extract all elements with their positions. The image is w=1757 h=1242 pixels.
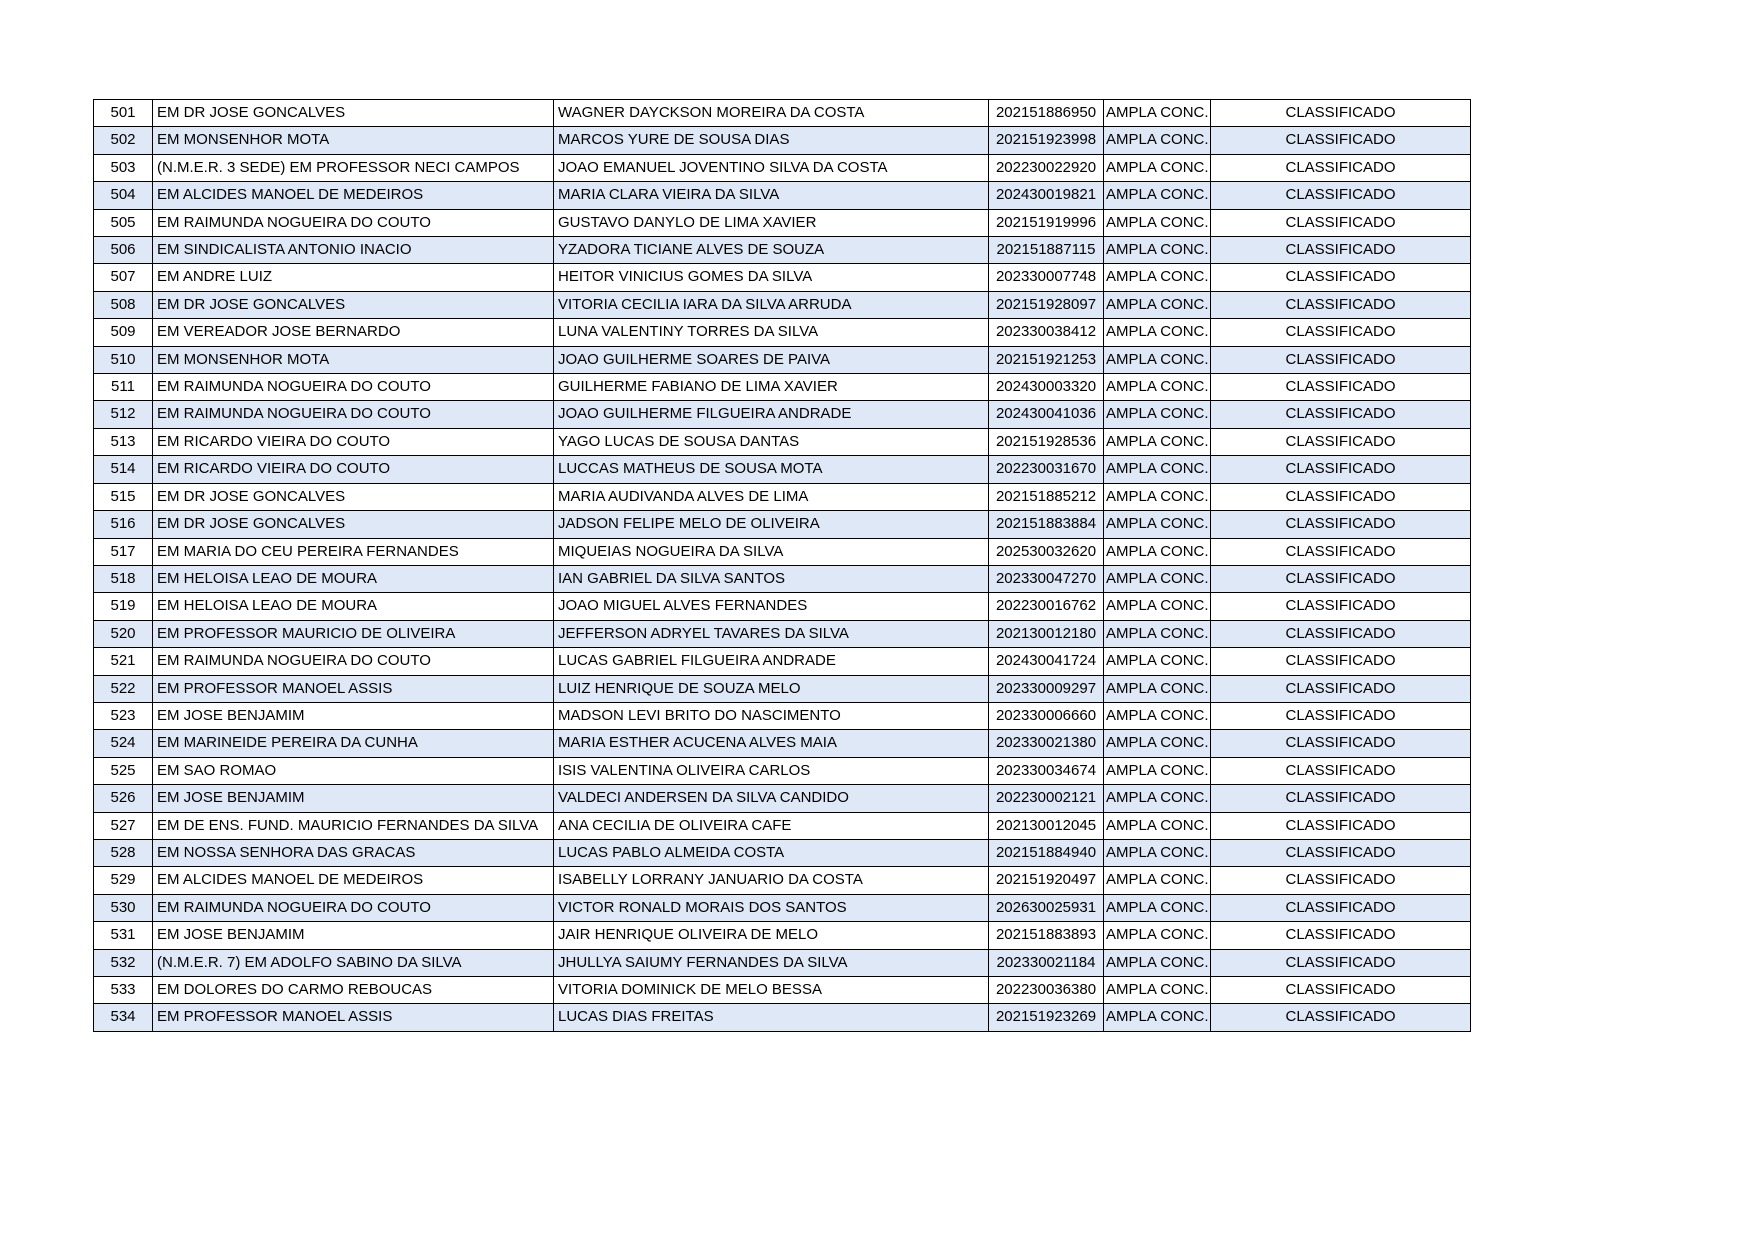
school-cell: EM RAIMUNDA NOGUEIRA DO COUTO bbox=[153, 648, 554, 675]
result-cell: CLASSIFICADO bbox=[1211, 949, 1471, 976]
result-cell: CLASSIFICADO bbox=[1211, 346, 1471, 373]
enrollment-cell: 202151886950 bbox=[989, 100, 1104, 127]
candidate-cell: HEITOR VINICIUS GOMES DA SILVA bbox=[554, 264, 989, 291]
school-cell: EM MARIA DO CEU PEREIRA FERNANDES bbox=[153, 538, 554, 565]
school-cell: EM DR JOSE GONCALVES bbox=[153, 511, 554, 538]
result-cell: CLASSIFICADO bbox=[1211, 182, 1471, 209]
result-cell: CLASSIFICADO bbox=[1211, 675, 1471, 702]
school-cell: EM RICARDO VIEIRA DO COUTO bbox=[153, 428, 554, 455]
result-cell: CLASSIFICADO bbox=[1211, 264, 1471, 291]
candidate-cell: JHULLYA SAIUMY FERNANDES DA SILVA bbox=[554, 949, 989, 976]
candidate-cell: LUNA VALENTINY TORRES DA SILVA bbox=[554, 319, 989, 346]
result-cell: CLASSIFICADO bbox=[1211, 291, 1471, 318]
school-cell: EM RICARDO VIEIRA DO COUTO bbox=[153, 456, 554, 483]
competition-cell: AMPLA CONC. bbox=[1104, 785, 1211, 812]
table-row bbox=[94, 867, 1471, 894]
table-row bbox=[94, 648, 1471, 675]
result-cell: CLASSIFICADO bbox=[1211, 977, 1471, 1004]
candidate-cell: ISIS VALENTINA OLIVEIRA CARLOS bbox=[554, 757, 989, 784]
enrollment-cell: 202430041036 bbox=[989, 401, 1104, 428]
table-row bbox=[94, 264, 1471, 291]
school-cell: EM HELOISA LEAO DE MOURA bbox=[153, 565, 554, 592]
enrollment-cell: 202151921253 bbox=[989, 346, 1104, 373]
rank-cell: 509 bbox=[94, 319, 153, 346]
result-cell: CLASSIFICADO bbox=[1211, 100, 1471, 127]
candidate-cell: JADSON FELIPE MELO DE OLIVEIRA bbox=[554, 511, 989, 538]
table-row bbox=[94, 757, 1471, 784]
competition-cell: AMPLA CONC. bbox=[1104, 100, 1211, 127]
competition-cell: AMPLA CONC. bbox=[1104, 949, 1211, 976]
enrollment-cell: 202151885212 bbox=[989, 483, 1104, 510]
enrollment-cell: 202330021184 bbox=[989, 949, 1104, 976]
enrollment-cell: 202430019821 bbox=[989, 182, 1104, 209]
school-cell: EM ALCIDES MANOEL DE MEDEIROS bbox=[153, 182, 554, 209]
competition-cell: AMPLA CONC. bbox=[1104, 757, 1211, 784]
competition-cell: AMPLA CONC. bbox=[1104, 374, 1211, 401]
table-row bbox=[94, 839, 1471, 866]
school-cell: EM MONSENHOR MOTA bbox=[153, 346, 554, 373]
table-row bbox=[94, 949, 1471, 976]
school-cell: EM HELOISA LEAO DE MOURA bbox=[153, 593, 554, 620]
rank-cell: 515 bbox=[94, 483, 153, 510]
result-cell: CLASSIFICADO bbox=[1211, 511, 1471, 538]
candidate-cell: MARIA CLARA VIEIRA DA SILVA bbox=[554, 182, 989, 209]
competition-cell: AMPLA CONC. bbox=[1104, 154, 1211, 181]
school-cell: EM NOSSA SENHORA DAS GRACAS bbox=[153, 839, 554, 866]
candidate-cell: LUCAS DIAS FREITAS bbox=[554, 1004, 989, 1031]
table-row bbox=[94, 237, 1471, 264]
competition-cell: AMPLA CONC. bbox=[1104, 428, 1211, 455]
candidate-cell: VITORIA DOMINICK DE MELO BESSA bbox=[554, 977, 989, 1004]
rank-cell: 508 bbox=[94, 291, 153, 318]
result-cell: CLASSIFICADO bbox=[1211, 1004, 1471, 1031]
enrollment-cell: 202151883893 bbox=[989, 922, 1104, 949]
candidate-cell: YAGO LUCAS DE SOUSA DANTAS bbox=[554, 428, 989, 455]
table-row bbox=[94, 291, 1471, 318]
competition-cell: AMPLA CONC. bbox=[1104, 593, 1211, 620]
candidate-cell: GUSTAVO DANYLO DE LIMA XAVIER bbox=[554, 209, 989, 236]
enrollment-cell: 202430041724 bbox=[989, 648, 1104, 675]
school-cell: EM MONSENHOR MOTA bbox=[153, 127, 554, 154]
school-cell: EM JOSE BENJAMIM bbox=[153, 702, 554, 729]
competition-cell: AMPLA CONC. bbox=[1104, 839, 1211, 866]
competition-cell: AMPLA CONC. bbox=[1104, 730, 1211, 757]
school-cell: EM MARINEIDE PEREIRA DA CUNHA bbox=[153, 730, 554, 757]
competition-cell: AMPLA CONC. bbox=[1104, 401, 1211, 428]
result-cell: CLASSIFICADO bbox=[1211, 565, 1471, 592]
result-cell: CLASSIFICADO bbox=[1211, 894, 1471, 921]
enrollment-cell: 202330038412 bbox=[989, 319, 1104, 346]
table-row bbox=[94, 812, 1471, 839]
candidate-cell: JOAO EMANUEL JOVENTINO SILVA DA COSTA bbox=[554, 154, 989, 181]
competition-cell: AMPLA CONC. bbox=[1104, 675, 1211, 702]
rank-cell: 511 bbox=[94, 374, 153, 401]
table-row bbox=[94, 922, 1471, 949]
school-cell: EM SINDICALISTA ANTONIO INACIO bbox=[153, 237, 554, 264]
school-cell: (N.M.E.R. 7) EM ADOLFO SABINO DA SILVA bbox=[153, 949, 554, 976]
competition-cell: AMPLA CONC. bbox=[1104, 702, 1211, 729]
rank-cell: 527 bbox=[94, 812, 153, 839]
enrollment-cell: 202630025931 bbox=[989, 894, 1104, 921]
enrollment-cell: 202330034674 bbox=[989, 757, 1104, 784]
competition-cell: AMPLA CONC. bbox=[1104, 565, 1211, 592]
enrollment-cell: 202130012180 bbox=[989, 620, 1104, 647]
table-row bbox=[94, 1004, 1471, 1031]
school-cell: EM RAIMUNDA NOGUEIRA DO COUTO bbox=[153, 401, 554, 428]
result-cell: CLASSIFICADO bbox=[1211, 538, 1471, 565]
competition-cell: AMPLA CONC. bbox=[1104, 812, 1211, 839]
result-cell: CLASSIFICADO bbox=[1211, 785, 1471, 812]
rank-cell: 532 bbox=[94, 949, 153, 976]
rank-cell: 506 bbox=[94, 237, 153, 264]
enrollment-cell: 202230002121 bbox=[989, 785, 1104, 812]
competition-cell: AMPLA CONC. bbox=[1104, 1004, 1211, 1031]
candidate-cell: JEFFERSON ADRYEL TAVARES DA SILVA bbox=[554, 620, 989, 647]
candidate-cell: LUIZ HENRIQUE DE SOUZA MELO bbox=[554, 675, 989, 702]
rank-cell: 503 bbox=[94, 154, 153, 181]
table-row bbox=[94, 620, 1471, 647]
result-cell: CLASSIFICADO bbox=[1211, 428, 1471, 455]
result-cell: CLASSIFICADO bbox=[1211, 483, 1471, 510]
competition-cell: AMPLA CONC. bbox=[1104, 620, 1211, 647]
table-row bbox=[94, 154, 1471, 181]
enrollment-cell: 202151928536 bbox=[989, 428, 1104, 455]
enrollment-cell: 202330047270 bbox=[989, 565, 1104, 592]
classification-table-body bbox=[94, 100, 1471, 1032]
rank-cell: 526 bbox=[94, 785, 153, 812]
enrollment-cell: 202530032620 bbox=[989, 538, 1104, 565]
table-row bbox=[94, 593, 1471, 620]
rank-cell: 521 bbox=[94, 648, 153, 675]
candidate-cell: MARIA ESTHER ACUCENA ALVES MAIA bbox=[554, 730, 989, 757]
rank-cell: 520 bbox=[94, 620, 153, 647]
rank-cell: 514 bbox=[94, 456, 153, 483]
school-cell: EM PROFESSOR MANOEL ASSIS bbox=[153, 675, 554, 702]
candidate-cell: LUCAS GABRIEL FILGUEIRA ANDRADE bbox=[554, 648, 989, 675]
table-row bbox=[94, 785, 1471, 812]
table-row bbox=[94, 702, 1471, 729]
school-cell: EM DR JOSE GONCALVES bbox=[153, 483, 554, 510]
enrollment-cell: 202330007748 bbox=[989, 264, 1104, 291]
competition-cell: AMPLA CONC. bbox=[1104, 264, 1211, 291]
rank-cell: 531 bbox=[94, 922, 153, 949]
school-cell: (N.M.E.R. 3 SEDE) EM PROFESSOR NECI CAMPOS bbox=[153, 154, 554, 181]
rank-cell: 524 bbox=[94, 730, 153, 757]
candidate-cell: IAN GABRIEL DA SILVA SANTOS bbox=[554, 565, 989, 592]
candidate-cell: JOAO MIGUEL ALVES FERNANDES bbox=[554, 593, 989, 620]
rank-cell: 510 bbox=[94, 346, 153, 373]
table-row bbox=[94, 675, 1471, 702]
competition-cell: AMPLA CONC. bbox=[1104, 346, 1211, 373]
competition-cell: AMPLA CONC. bbox=[1104, 483, 1211, 510]
competition-cell: AMPLA CONC. bbox=[1104, 456, 1211, 483]
result-cell: CLASSIFICADO bbox=[1211, 867, 1471, 894]
enrollment-cell: 202151920497 bbox=[989, 867, 1104, 894]
school-cell: EM PROFESSOR MANOEL ASSIS bbox=[153, 1004, 554, 1031]
candidate-cell: VICTOR RONALD MORAIS DOS SANTOS bbox=[554, 894, 989, 921]
result-cell: CLASSIFICADO bbox=[1211, 757, 1471, 784]
rank-cell: 513 bbox=[94, 428, 153, 455]
table-row bbox=[94, 100, 1471, 127]
table-row bbox=[94, 565, 1471, 592]
candidate-cell: YZADORA TICIANE ALVES DE SOUZA bbox=[554, 237, 989, 264]
rank-cell: 501 bbox=[94, 100, 153, 127]
rank-cell: 530 bbox=[94, 894, 153, 921]
table-row bbox=[94, 538, 1471, 565]
enrollment-cell: 202330021380 bbox=[989, 730, 1104, 757]
school-cell: EM DR JOSE GONCALVES bbox=[153, 100, 554, 127]
rank-cell: 519 bbox=[94, 593, 153, 620]
table-row bbox=[94, 401, 1471, 428]
classification-table bbox=[93, 99, 1471, 1032]
candidate-cell: JOAO GUILHERME SOARES DE PAIVA bbox=[554, 346, 989, 373]
candidate-cell: GUILHERME FABIANO DE LIMA XAVIER bbox=[554, 374, 989, 401]
table-row bbox=[94, 374, 1471, 401]
result-cell: CLASSIFICADO bbox=[1211, 593, 1471, 620]
enrollment-cell: 202230016762 bbox=[989, 593, 1104, 620]
table-row bbox=[94, 730, 1471, 757]
enrollment-cell: 202130012045 bbox=[989, 812, 1104, 839]
result-cell: CLASSIFICADO bbox=[1211, 702, 1471, 729]
result-cell: CLASSIFICADO bbox=[1211, 922, 1471, 949]
result-cell: CLASSIFICADO bbox=[1211, 456, 1471, 483]
competition-cell: AMPLA CONC. bbox=[1104, 237, 1211, 264]
school-cell: EM JOSE BENJAMIM bbox=[153, 785, 554, 812]
table-row bbox=[94, 319, 1471, 346]
rank-cell: 505 bbox=[94, 209, 153, 236]
school-cell: EM JOSE BENJAMIM bbox=[153, 922, 554, 949]
table-row bbox=[94, 977, 1471, 1004]
table-row bbox=[94, 894, 1471, 921]
rank-cell: 502 bbox=[94, 127, 153, 154]
result-cell: CLASSIFICADO bbox=[1211, 209, 1471, 236]
result-cell: CLASSIFICADO bbox=[1211, 127, 1471, 154]
school-cell: EM RAIMUNDA NOGUEIRA DO COUTO bbox=[153, 374, 554, 401]
competition-cell: AMPLA CONC. bbox=[1104, 511, 1211, 538]
school-cell: EM ALCIDES MANOEL DE MEDEIROS bbox=[153, 867, 554, 894]
enrollment-cell: 202330009297 bbox=[989, 675, 1104, 702]
table-row bbox=[94, 127, 1471, 154]
school-cell: EM ANDRE LUIZ bbox=[153, 264, 554, 291]
enrollment-cell: 202230031670 bbox=[989, 456, 1104, 483]
result-cell: CLASSIFICADO bbox=[1211, 839, 1471, 866]
candidate-cell: JAIR HENRIQUE OLIVEIRA DE MELO bbox=[554, 922, 989, 949]
result-cell: CLASSIFICADO bbox=[1211, 401, 1471, 428]
candidate-cell: MIQUEIAS NOGUEIRA DA SILVA bbox=[554, 538, 989, 565]
school-cell: EM DOLORES DO CARMO REBOUCAS bbox=[153, 977, 554, 1004]
result-cell: CLASSIFICADO bbox=[1211, 319, 1471, 346]
candidate-cell: ANA CECILIA DE OLIVEIRA CAFE bbox=[554, 812, 989, 839]
competition-cell: AMPLA CONC. bbox=[1104, 209, 1211, 236]
competition-cell: AMPLA CONC. bbox=[1104, 127, 1211, 154]
result-cell: CLASSIFICADO bbox=[1211, 237, 1471, 264]
competition-cell: AMPLA CONC. bbox=[1104, 648, 1211, 675]
rank-cell: 533 bbox=[94, 977, 153, 1004]
competition-cell: AMPLA CONC. bbox=[1104, 538, 1211, 565]
rank-cell: 516 bbox=[94, 511, 153, 538]
rank-cell: 529 bbox=[94, 867, 153, 894]
candidate-cell: LUCCAS MATHEUS DE SOUSA MOTA bbox=[554, 456, 989, 483]
school-cell: EM DR JOSE GONCALVES bbox=[153, 291, 554, 318]
school-cell: EM DE ENS. FUND. MAURICIO FERNANDES DA SILVA bbox=[153, 812, 554, 839]
competition-cell: AMPLA CONC. bbox=[1104, 977, 1211, 1004]
competition-cell: AMPLA CONC. bbox=[1104, 319, 1211, 346]
table-row bbox=[94, 428, 1471, 455]
enrollment-cell: 202151923269 bbox=[989, 1004, 1104, 1031]
rank-cell: 512 bbox=[94, 401, 153, 428]
candidate-cell: ISABELLY LORRANY JANUARIO DA COSTA bbox=[554, 867, 989, 894]
candidate-cell: VALDECI ANDERSEN DA SILVA CANDIDO bbox=[554, 785, 989, 812]
rank-cell: 517 bbox=[94, 538, 153, 565]
result-cell: CLASSIFICADO bbox=[1211, 620, 1471, 647]
competition-cell: AMPLA CONC. bbox=[1104, 182, 1211, 209]
rank-cell: 523 bbox=[94, 702, 153, 729]
enrollment-cell: 202151884940 bbox=[989, 839, 1104, 866]
rank-cell: 522 bbox=[94, 675, 153, 702]
enrollment-cell: 202151928097 bbox=[989, 291, 1104, 318]
table-row bbox=[94, 182, 1471, 209]
result-cell: CLASSIFICADO bbox=[1211, 730, 1471, 757]
school-cell: EM RAIMUNDA NOGUEIRA DO COUTO bbox=[153, 894, 554, 921]
competition-cell: AMPLA CONC. bbox=[1104, 894, 1211, 921]
school-cell: EM SAO ROMAO bbox=[153, 757, 554, 784]
competition-cell: AMPLA CONC. bbox=[1104, 867, 1211, 894]
candidate-cell: MARCOS YURE DE SOUSA DIAS bbox=[554, 127, 989, 154]
candidate-cell: JOAO GUILHERME FILGUEIRA ANDRADE bbox=[554, 401, 989, 428]
candidate-cell: MARIA AUDIVANDA ALVES DE LIMA bbox=[554, 483, 989, 510]
candidate-cell: MADSON LEVI BRITO DO NASCIMENTO bbox=[554, 702, 989, 729]
rank-cell: 504 bbox=[94, 182, 153, 209]
enrollment-cell: 202230036380 bbox=[989, 977, 1104, 1004]
rank-cell: 534 bbox=[94, 1004, 153, 1031]
rank-cell: 518 bbox=[94, 565, 153, 592]
school-cell: EM PROFESSOR MAURICIO DE OLIVEIRA bbox=[153, 620, 554, 647]
result-cell: CLASSIFICADO bbox=[1211, 812, 1471, 839]
enrollment-cell: 202230022920 bbox=[989, 154, 1104, 181]
candidate-cell: VITORIA CECILIA IARA DA SILVA ARRUDA bbox=[554, 291, 989, 318]
enrollment-cell: 202151887115 bbox=[989, 237, 1104, 264]
candidate-cell: WAGNER DAYCKSON MOREIRA DA COSTA bbox=[554, 100, 989, 127]
result-cell: CLASSIFICADO bbox=[1211, 374, 1471, 401]
result-cell: CLASSIFICADO bbox=[1211, 648, 1471, 675]
enrollment-cell: 202151883884 bbox=[989, 511, 1104, 538]
school-cell: EM VEREADOR JOSE BERNARDO bbox=[153, 319, 554, 346]
enrollment-cell: 202151923998 bbox=[989, 127, 1104, 154]
enrollment-cell: 202430003320 bbox=[989, 374, 1104, 401]
school-cell: EM RAIMUNDA NOGUEIRA DO COUTO bbox=[153, 209, 554, 236]
enrollment-cell: 202330006660 bbox=[989, 702, 1104, 729]
enrollment-cell: 202151919996 bbox=[989, 209, 1104, 236]
candidate-cell: LUCAS PABLO ALMEIDA COSTA bbox=[554, 839, 989, 866]
rank-cell: 528 bbox=[94, 839, 153, 866]
table-row bbox=[94, 511, 1471, 538]
table-row bbox=[94, 346, 1471, 373]
table-row bbox=[94, 209, 1471, 236]
table-row bbox=[94, 483, 1471, 510]
rank-cell: 507 bbox=[94, 264, 153, 291]
competition-cell: AMPLA CONC. bbox=[1104, 291, 1211, 318]
rank-cell: 525 bbox=[94, 757, 153, 784]
result-cell: CLASSIFICADO bbox=[1211, 154, 1471, 181]
classification-table-container bbox=[93, 99, 1471, 1032]
competition-cell: AMPLA CONC. bbox=[1104, 922, 1211, 949]
table-row bbox=[94, 456, 1471, 483]
